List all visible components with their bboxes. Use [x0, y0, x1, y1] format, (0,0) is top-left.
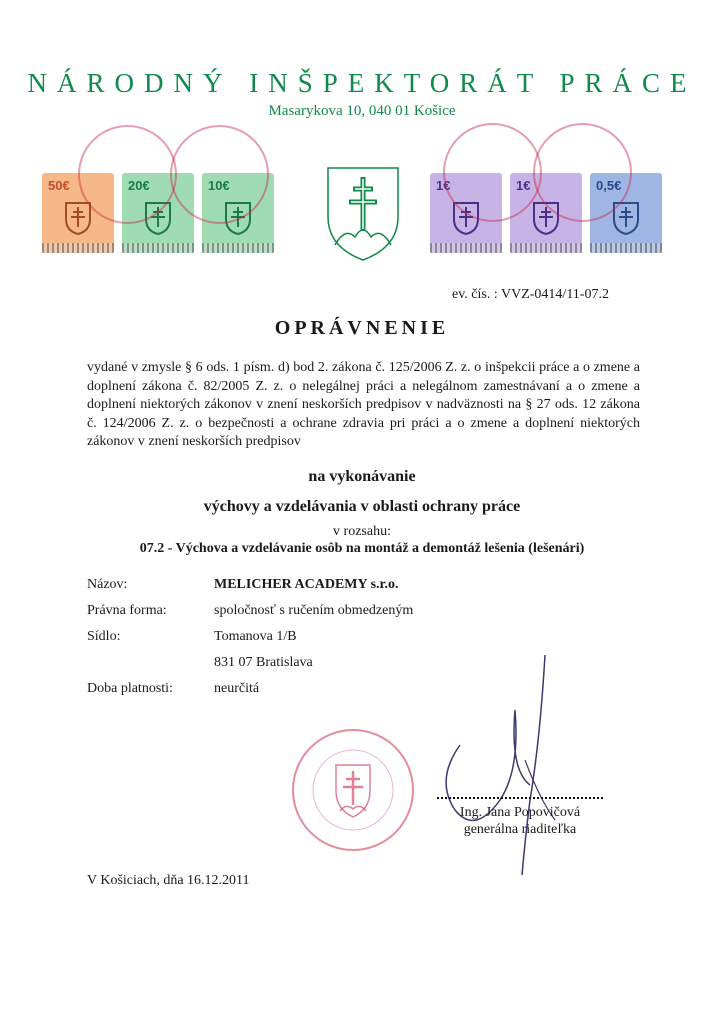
- seat-city: 831 07 Bratislava: [214, 655, 313, 670]
- organization-name: NÁRODNÝ INŠPEKTORÁT PRÁCE: [27, 68, 697, 98]
- purpose-heading: na vykonávanie: [308, 468, 416, 485]
- stamp-value: 20€: [128, 178, 150, 193]
- stamp-strip: [42, 243, 114, 253]
- scope-value: 07.2 - Výchova a vzdelávanie osôb na montáž a demontáž lešenia (lešenári): [139, 541, 585, 556]
- seal-imprint: [533, 123, 632, 222]
- name-value: MELICHER ACADEMY s.r.o.: [214, 577, 399, 592]
- stamp-value: 10€: [208, 178, 230, 193]
- stamp-value: 0,5€: [596, 178, 622, 193]
- validity-label: Doba platnosti:: [87, 681, 173, 696]
- stamp-value: 50€: [48, 178, 70, 193]
- seal-imprint: [78, 125, 177, 224]
- stamp-strip: [430, 243, 502, 253]
- seat-label: Sídlo:: [87, 629, 121, 644]
- stamp-strip: [510, 243, 582, 253]
- stamp-strip: [122, 243, 194, 253]
- purpose-subheading: výchovy a vzdelávania v oblasti ochrany práce: [203, 498, 521, 515]
- seat-street: Tomanova 1/B: [214, 629, 297, 644]
- handwritten-signature: [430, 650, 580, 880]
- name-label: Názov:: [87, 577, 128, 592]
- stamp-strip: [590, 243, 662, 253]
- validity-value: neurčitá: [214, 681, 260, 696]
- signer-name: Ing. Jana Popovičová: [459, 805, 581, 820]
- seal-imprint: [170, 125, 269, 224]
- stamp-strip: [202, 243, 274, 253]
- legal-form-value: spoločnosť s ručením obmedzeným: [214, 603, 414, 618]
- signer-role: generálna riaditeľka: [463, 822, 577, 837]
- seal-imprint: [443, 123, 542, 222]
- stamp-value: 1€: [436, 178, 451, 193]
- scope-label: v rozsahu:: [333, 524, 391, 539]
- stamp-value: 1€: [516, 178, 531, 193]
- slovak-coat-of-arms-icon: [325, 165, 401, 263]
- official-seal-icon: [288, 725, 418, 855]
- document-title: OPRÁVNENIE: [274, 317, 450, 339]
- legal-basis-text: vydané v zmysle § 6 ods. 1 písm. d) bod 2. zákona č. 125/2006 Z. z. o inšpekcii práce a o zmene a doplnení zákona č. 82/2005 Z. z. o nelegálnej práci a nelegálnom zamestnávaní a o zmene a doplnení niektorých zákonov v znení neskorších predpisov v nadväznosti na § 27 ods. 12 zákona č. 124/2006 Z. z. o bezpečnosti a ochrane zdravia pri práci a o zmene a doplnení niektorých zákonov v znení neskorších predpisov: [87, 360, 640, 449]
- place-and-date: V Košiciach, dňa 16.12.2011: [87, 873, 250, 888]
- coat-of-arms-icon: [64, 201, 92, 235]
- legal-form-label: Právna forma:: [87, 603, 167, 618]
- reference-number: ev. čís. : VVZ-0414/11-07.2: [452, 287, 609, 302]
- organization-address: Masarykova 10, 040 01 Košice: [268, 103, 456, 119]
- signature-line: [437, 797, 603, 799]
